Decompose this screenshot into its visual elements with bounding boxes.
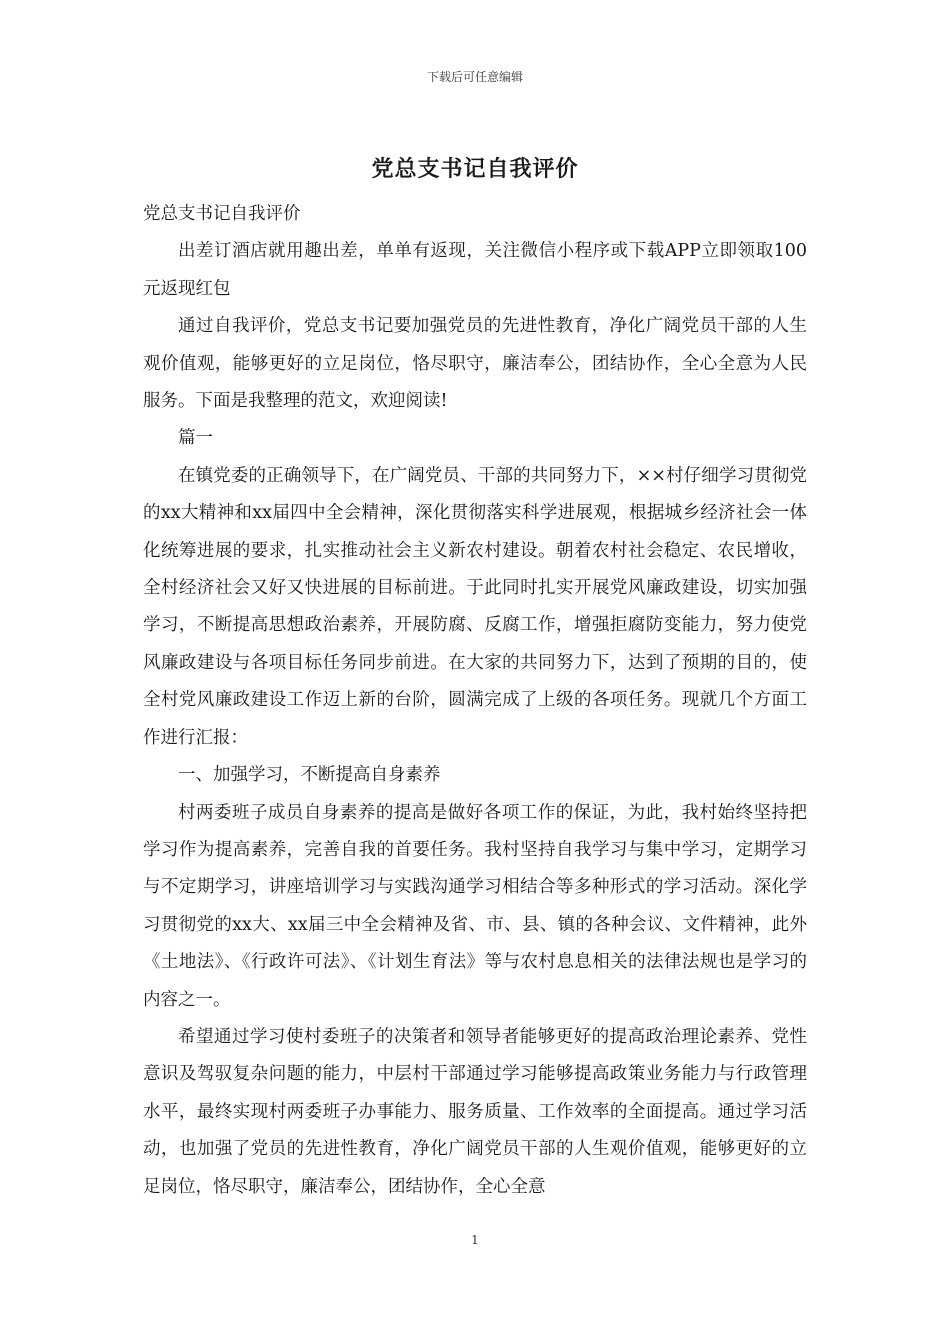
paragraph: 村两委班子成员自身素养的提高是做好各项工作的保证，为此，我村始终坚持把学习作为提高素养，完善自我的首要任务。我村坚持自我学习与集中学习，定期学习与不定期学习，讲座培训学习与实践沟通学习相结合等多种形式的学习活动。深化学习贯彻党的xx大、xx届三中全会精神及省、市、县、镇的各种会议、文件精神，此外《土地法》、《行政许可法》、《计划生育法》等与农村息息相关的法律法规也是学习的内容之一。 xyxy=(143,802,807,1010)
section-heading: 篇一 xyxy=(178,428,213,449)
paragraph-subtitle: 党总支书记自我评价 xyxy=(143,204,301,224)
header-note: 下载后可任意编辑 xyxy=(426,70,523,84)
paragraph: 在镇党委的正确领导下，在广阔党员、干部的共同努力下，××村仔细学习贯彻党的xx大精神和xx届四中全会精神，深化贯彻落实科学进展观，根据城乡经济社会一体化统筹进展的要求，扎实推动社会主义新农村建设。朝着农村社会稳定、农民增收，全村经济社会又好又快进展的目标前进。于此同时扎实开展党风廉政建设，切实加强学习，不断提高思想政治素养，开展防腐、反腐工作，增强拒腐防变能力，努力使党风廉政建设与各项目标任务同步前进。在大家的共同努力下，达到了预期的目的，使全村党风廉政建设工作迈上新的台阶，圆满完成了上级的各项任务。现就几个方面工作进行汇报： xyxy=(143,465,807,748)
paragraph: 希望通过学习使村委班子的决策者和领导者能够更好的提高政治理论素养、党性意识及驾驭复杂问题的能力，中层村干部通过学习能够提高政策业务能力与行政管理水平，最终实现村两委班子办事能力、服务质量、工作效率的全面提高。通过学习活动，也加强了党员的先进性教育，净化广阔党员干部的人生观价值观，能够更好的立足岗位，恪尽职守，廉洁奉公，团结协作，全心全意 xyxy=(143,1026,807,1197)
paragraph: 出差订酒店就用趣出差，单单有返现，关注微信小程序或下载APP立即领取100元返现红包 xyxy=(143,241,807,299)
page-number: 1 xyxy=(471,1233,479,1247)
document-title: 党总支书记自我评价 xyxy=(371,156,579,182)
section-heading: 一、加强学习，不断提高自身素养 xyxy=(178,765,441,786)
paragraph: 通过自我评价，党总支书记要加强党员的先进性教育，净化广阔党员干部的人生观价值观，能够更好的立足岗位，恪尽职守，廉洁奉公，团结协作，全心全意为人民服务。下面是我整理的范文，欢迎阅读! xyxy=(143,316,807,412)
document-body xyxy=(143,196,807,1206)
